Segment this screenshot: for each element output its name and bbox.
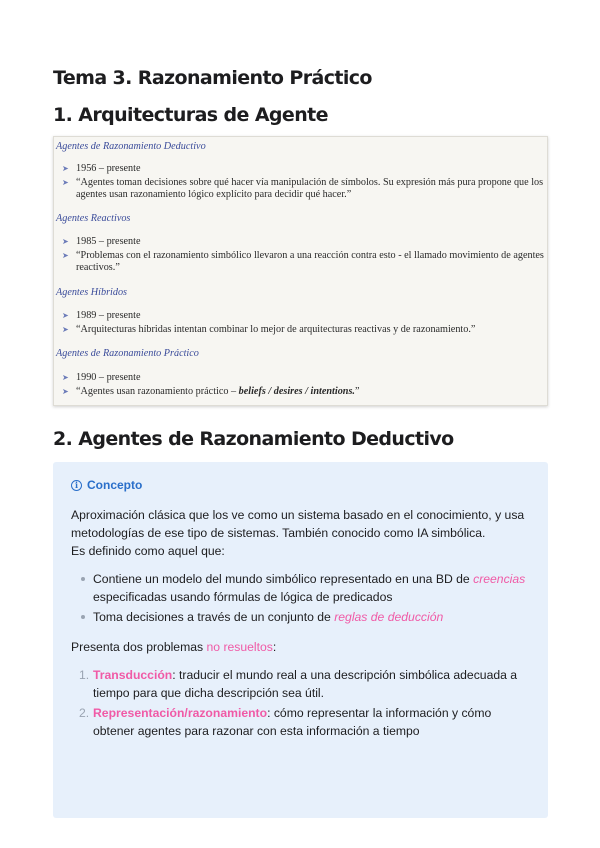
slide-heading-practico: Agentes de Razonamiento Práctico: [56, 348, 199, 359]
slide-item: ➤ “Agentes usan razonamiento práctico – beliefs / desires / intentions.”: [62, 386, 360, 397]
list-item: Contiene un modelo del mundo simbólico representado en una BD de creencias especificadas usando fórmulas de lógica de predicados: [93, 570, 530, 606]
term-representacion: Representación/razonamiento: [93, 706, 268, 720]
bullet-arrow-icon: ➤: [62, 237, 69, 246]
callout-intro-definition: Es definido como aquel que:: [71, 544, 225, 558]
section-heading-deductivo: 2. Agentes de Razonamiento Deductivo: [53, 428, 454, 450]
slide-item: ➤ 1985 – presente: [62, 236, 141, 247]
callout-problems-intro: Presenta dos problemas no resueltos:: [71, 640, 277, 654]
list-item: 1. Transducción: traducir el mundo real a una descripción simbólica adecuada a tiempo para que dicha descripción sea útil.: [79, 668, 518, 700]
info-icon: i: [71, 480, 82, 491]
callout-bullet-list: [71, 570, 530, 626]
highlight-no-resueltos: no resueltos: [206, 640, 273, 654]
page-title: Tema 3. Razonamiento Práctico: [53, 67, 372, 89]
slide-item: ➤ 1956 – presente: [62, 163, 141, 174]
highlight-creencias: creencias: [473, 572, 526, 586]
slide-item: ➤ “Problemas con el razonamiento simbólico llevaron a una reacción contra esto - el llamado movimiento de agentes reactivos.”: [62, 250, 544, 273]
slide-heading-reactivos: Agentes Reactivos: [56, 213, 131, 224]
slide-item: ➤ “Agentes toman decisiones sobre qué hacer vía manipulación de símbolos. Su expresión más pura propone que los agentes usan razonamiento lógico explícito para decidir qué hacer.”: [62, 177, 544, 200]
slide-item: ➤ 1990 – presente: [62, 372, 141, 383]
bullet-arrow-icon: ➤: [62, 325, 69, 334]
bullet-arrow-icon: ➤: [62, 164, 69, 173]
callout-intro: Aproximación clásica que los ve como un sistema basado en el conocimiento, y usa metodologías de ese tipo de sistemas. También conocido como IA simbólica.: [71, 508, 525, 540]
concept-callout: [53, 462, 548, 818]
slide-image: [53, 136, 548, 406]
slide-heading-hibridos: Agentes Híbridos: [56, 287, 128, 298]
list-item: 2. Representación/razonamiento: cómo representar la información y cómo obtener agentes para razonar con esta información a tiempo: [79, 706, 492, 738]
callout-header: [71, 476, 530, 494]
bullet-arrow-icon: ➤: [62, 251, 69, 260]
callout-numbered-list: [71, 666, 530, 740]
bullet-arrow-icon: ➤: [62, 387, 69, 396]
list-item: Toma decisiones a través de un conjunto de reglas de deducción: [93, 608, 530, 626]
slide-item: ➤ 1989 – presente: [62, 310, 141, 321]
slide-heading-deductivo: Agentes de Razonamiento Deductivo: [56, 141, 206, 152]
highlight-reglas: reglas de deducción: [334, 610, 444, 624]
term-transduccion: Transducción: [93, 668, 173, 682]
callout-label: Concepto: [87, 478, 143, 492]
slide-item: ➤ “Arquitecturas híbridas intentan combinar lo mejor de arquitecturas reactivas y de razonamiento.”: [62, 324, 476, 335]
bullet-arrow-icon: ➤: [62, 373, 69, 382]
bullet-arrow-icon: ➤: [62, 311, 69, 320]
bullet-arrow-icon: ➤: [62, 178, 69, 187]
section-heading-arquitecturas: 1. Arquitecturas de Agente: [53, 104, 328, 126]
